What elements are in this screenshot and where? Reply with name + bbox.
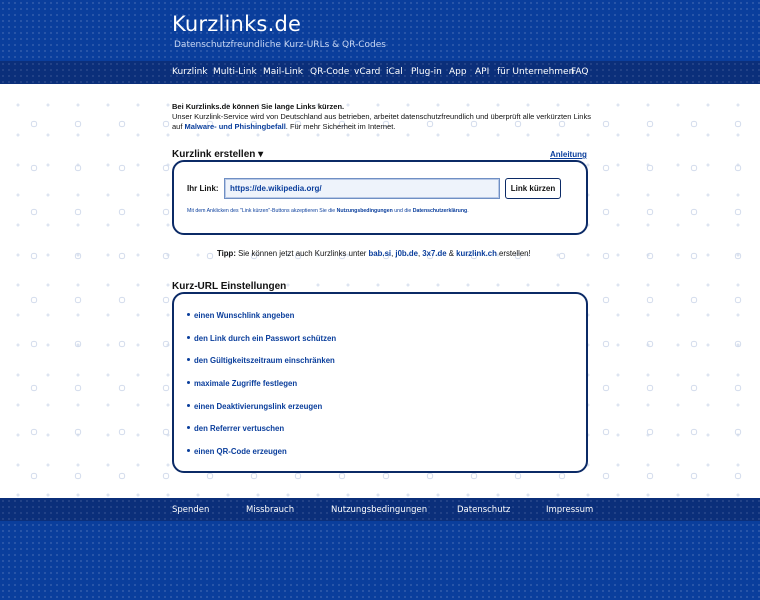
nav-item-plug-in[interactable]: Plug-in: [411, 67, 442, 77]
option-label: maximale Zugriffe festlegen: [194, 379, 298, 388]
footer-link-spenden[interactable]: Spenden: [172, 505, 210, 515]
shortener-heading[interactable]: Kurzlink erstellen ▾: [172, 149, 264, 160]
link-input-label: Ihr Link:: [187, 184, 219, 193]
main-nav: [0, 61, 760, 84]
option-referrer[interactable]: [187, 424, 284, 433]
option-label: den Link durch ein Passwort schützen: [194, 334, 337, 343]
footer-link-nutzungsbedingungen[interactable]: Nutzungsbedingungen: [331, 505, 428, 515]
option-label: einen QR-Code erzeugen: [194, 447, 287, 456]
malware-link[interactable]: Malware- und Phishingbefall: [184, 122, 286, 131]
tip-text-b: erstellen!: [496, 249, 531, 258]
nav-item-vcard[interactable]: vCard: [354, 67, 381, 77]
site-title[interactable]: Kurzlinks.de: [172, 12, 302, 36]
site-subtitle: Datenschutzfreundliche Kurz-URLs & QR-Codes: [174, 40, 386, 50]
nav-item-faq[interactable]: FAQ: [571, 67, 589, 77]
shorten-link-button[interactable]: Link kürzen: [505, 178, 561, 199]
bullet-icon: [187, 404, 190, 407]
nav-item-mail-link[interactable]: Mail-Link: [263, 67, 303, 77]
nav-item-api[interactable]: API: [475, 67, 490, 77]
bullet-icon: [187, 358, 190, 361]
site-header: [0, 0, 760, 61]
domain-j0b-de: j0b.de: [395, 249, 418, 258]
bullet-icon: [187, 449, 190, 452]
consent-text: [187, 208, 469, 214]
option-wunschlink[interactable]: [187, 311, 294, 320]
bullet-icon: [187, 313, 190, 316]
option-passwort[interactable]: [187, 334, 336, 343]
site-footer: [0, 498, 760, 521]
intro-text: [172, 102, 592, 132]
domain-3x7-de: 3x7.de: [422, 249, 447, 258]
domain-kurzlink-ch: kurzlink.ch: [456, 249, 497, 258]
option-max-zugriffe[interactable]: [187, 379, 297, 388]
settings-heading: Kurz-URL Einstellungen: [172, 281, 287, 292]
option-label: einen Wunschlink angeben: [194, 311, 295, 320]
consent-text-a: Mit dem Anklicken des "Link kürzen"-Buttons akzeptieren Sie die: [187, 208, 337, 214]
tip-sep-2: ,: [417, 249, 423, 258]
link-input[interactable]: [224, 178, 500, 199]
intro-headline: Bei Kurzlinks.de können Sie lange Links kürzen.: [172, 102, 345, 111]
consent-end: .: [467, 208, 469, 214]
intro-description: [172, 112, 592, 132]
nav-item-kurzlink[interactable]: Kurzlink: [172, 67, 208, 77]
bullet-icon: [187, 426, 190, 429]
bullet-icon: [187, 381, 190, 384]
tip-text-a: Sie können jetzt auch Kurzlinks unter: [235, 249, 369, 258]
footer-link-impressum[interactable]: Impressum: [546, 505, 594, 515]
option-qr-code[interactable]: [187, 447, 287, 456]
tip-sep-1: ,: [391, 249, 396, 258]
nav-item-fuer-unternehmen[interactable]: für Unternehmen: [497, 67, 575, 77]
option-deaktivierungslink[interactable]: [187, 402, 322, 411]
nav-item-app[interactable]: App: [449, 67, 467, 77]
option-label: einen Deaktivierungslink erzeugen: [194, 402, 323, 411]
option-label: den Gültigkeitszeitraum einschränken: [194, 356, 335, 365]
footer-link-datenschutz[interactable]: Datenschutz: [457, 505, 511, 515]
intro-text-b: . Für mehr Sicherheit im Internet.: [285, 122, 396, 131]
option-label: den Referrer vertuschen: [194, 424, 285, 433]
tip-sep-3: &: [446, 249, 457, 258]
nav-item-multi-link[interactable]: Multi-Link: [213, 67, 257, 77]
help-link[interactable]: Anleitung: [550, 150, 587, 159]
footer-link-missbrauch[interactable]: Missbrauch: [246, 505, 295, 515]
nav-item-qr-code[interactable]: QR-Code: [310, 67, 350, 77]
domain-bab-si: bab.si: [368, 249, 392, 258]
terms-link[interactable]: Nutzungsbedingungen: [336, 208, 393, 214]
option-gueltigkeit[interactable]: [187, 356, 335, 365]
nav-item-ical[interactable]: iCal: [386, 67, 403, 77]
intro-text-a: Unser Kurzlink-Service wird von Deutschland aus betrieben, arbeitet datenschutzfreundlich und überprüft alle verkürzten Links auf: [172, 112, 591, 131]
consent-and: und die: [392, 208, 413, 214]
tip-text: [217, 249, 531, 258]
bullet-icon: [187, 336, 190, 339]
tip-label: Tipp:: [217, 249, 236, 258]
privacy-link[interactable]: Datenschutzerklärung: [412, 208, 468, 214]
